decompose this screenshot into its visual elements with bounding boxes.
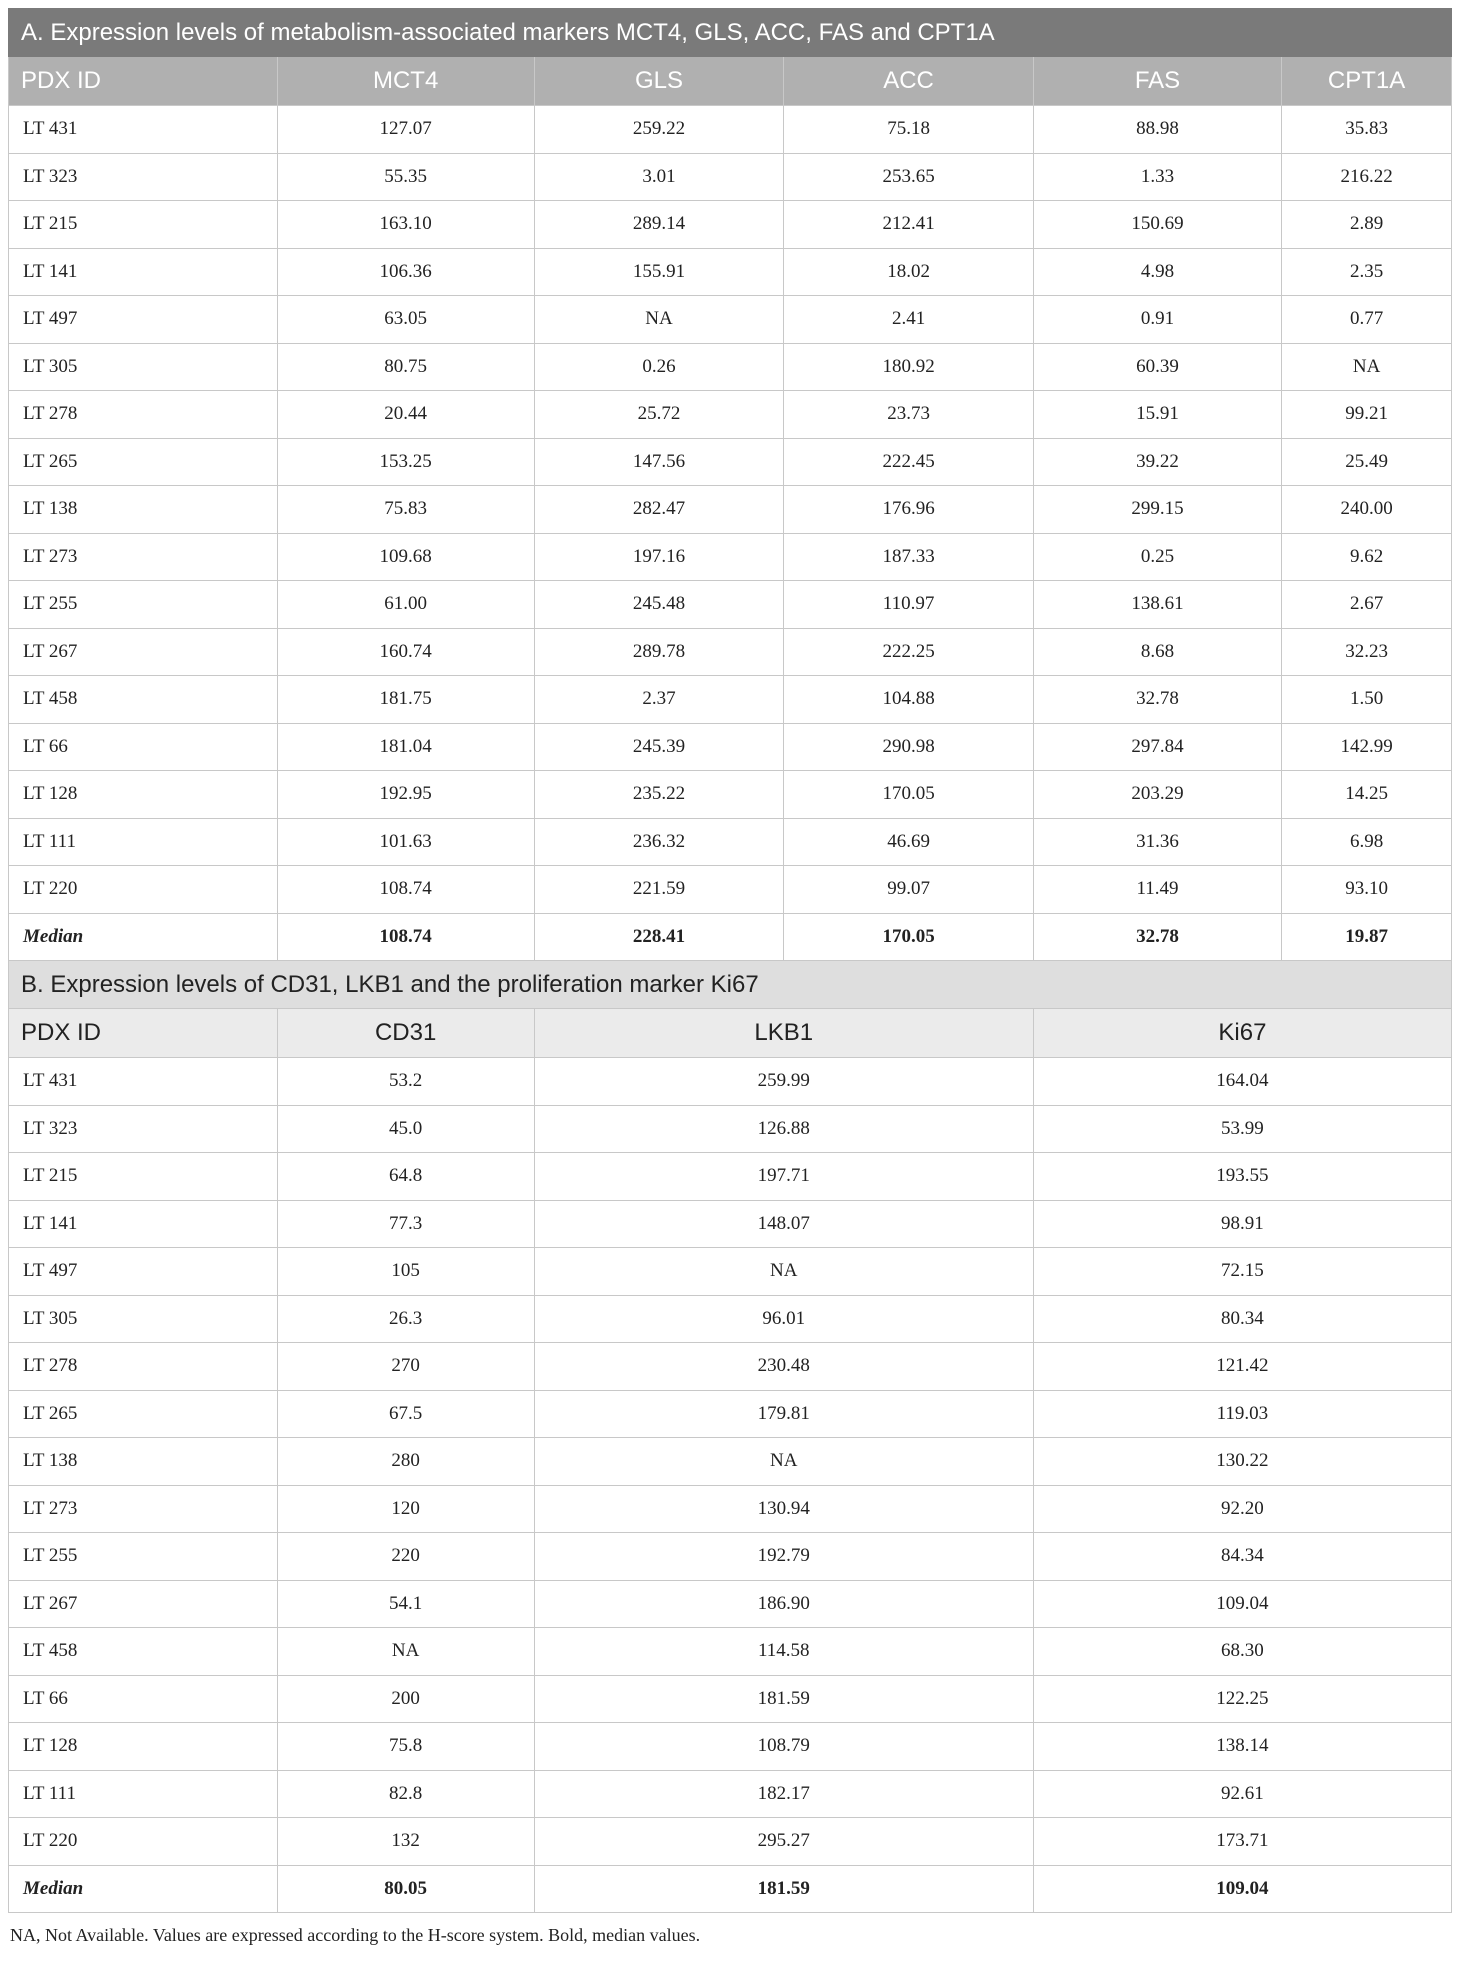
- cell-acc: 170.05: [784, 771, 1034, 819]
- cell-mct4: 181.75: [277, 676, 534, 724]
- cell-gls: 289.78: [534, 628, 784, 676]
- median-pdx-id: Median: [9, 913, 278, 961]
- cell-fas: 15.91: [1033, 391, 1281, 439]
- header-pdx-id: PDX ID: [9, 57, 278, 106]
- cell-ki67: 130.22: [1033, 1438, 1451, 1486]
- cell-lkb1: 230.48: [534, 1343, 1033, 1391]
- cell-ki67: 164.04: [1033, 1058, 1451, 1106]
- cell-ki67: 72.15: [1033, 1248, 1451, 1296]
- cell-ki67: 53.99: [1033, 1105, 1451, 1153]
- cell-pdx-id: LT 215: [9, 201, 278, 249]
- cell-fas: 88.98: [1033, 106, 1281, 154]
- cell-acc: 253.65: [784, 153, 1034, 201]
- cell-lkb1: 148.07: [534, 1200, 1033, 1248]
- table-row: [9, 866, 1452, 914]
- table-row: [9, 676, 1452, 724]
- cell-fas: 299.15: [1033, 486, 1281, 534]
- table-row: [9, 438, 1452, 486]
- header-cd31: CD31: [277, 1009, 534, 1058]
- table-row: [9, 106, 1452, 154]
- cell-cd31: 67.5: [277, 1390, 534, 1438]
- cell-mct4: 61.00: [277, 581, 534, 629]
- cell-lkb1: 130.94: [534, 1485, 1033, 1533]
- table-row: [9, 581, 1452, 629]
- cell-pdx-id: LT 128: [9, 1723, 278, 1771]
- table-row: [9, 1200, 1452, 1248]
- table-row: [9, 1818, 1452, 1866]
- table-row: [9, 1675, 1452, 1723]
- cell-gls: 221.59: [534, 866, 784, 914]
- cell-gls: 155.91: [534, 248, 784, 296]
- cell-cd31: 220: [277, 1533, 534, 1581]
- cell-fas: 39.22: [1033, 438, 1281, 486]
- cell-lkb1: NA: [534, 1248, 1033, 1296]
- cell-fas: 138.61: [1033, 581, 1281, 629]
- section-b-title: B. Expression levels of CD31, LKB1 and the proliferation marker Ki67: [9, 961, 1452, 1009]
- cell-pdx-id: LT 138: [9, 1438, 278, 1486]
- cell-fas: 31.36: [1033, 818, 1281, 866]
- cell-cpt1a: 32.23: [1282, 628, 1452, 676]
- cell-acc: 187.33: [784, 533, 1034, 581]
- cell-gls: 147.56: [534, 438, 784, 486]
- cell-ki67: 80.34: [1033, 1295, 1451, 1343]
- cell-acc: 18.02: [784, 248, 1034, 296]
- cell-mct4: 153.25: [277, 438, 534, 486]
- cell-lkb1: 114.58: [534, 1628, 1033, 1676]
- cell-acc: 180.92: [784, 343, 1034, 391]
- cell-gls: NA: [534, 296, 784, 344]
- cell-acc: 75.18: [784, 106, 1034, 154]
- cell-acc: 212.41: [784, 201, 1034, 249]
- cell-cpt1a: 2.89: [1282, 201, 1452, 249]
- table-row: [9, 1295, 1452, 1343]
- cell-mct4: 108.74: [277, 866, 534, 914]
- header-acc: ACC: [784, 57, 1034, 106]
- cell-gls: 0.26: [534, 343, 784, 391]
- table-row: [9, 1485, 1452, 1533]
- cell-gls: 245.39: [534, 723, 784, 771]
- header-mct4: MCT4: [277, 57, 534, 106]
- cell-fas: 32.78: [1033, 676, 1281, 724]
- median-ki67: 109.04: [1033, 1865, 1451, 1913]
- cell-fas: 203.29: [1033, 771, 1281, 819]
- cell-lkb1: 295.27: [534, 1818, 1033, 1866]
- table-row: [9, 1343, 1452, 1391]
- cell-cpt1a: NA: [1282, 343, 1452, 391]
- cell-pdx-id: LT 111: [9, 1770, 278, 1818]
- cell-pdx-id: LT 278: [9, 391, 278, 439]
- header-gls: GLS: [534, 57, 784, 106]
- table-row: [9, 1628, 1452, 1676]
- table-row: [9, 771, 1452, 819]
- cell-pdx-id: LT 278: [9, 1343, 278, 1391]
- cell-lkb1: 186.90: [534, 1580, 1033, 1628]
- cell-cd31: 77.3: [277, 1200, 534, 1248]
- section-a-header-row: [9, 57, 1452, 106]
- cell-mct4: 192.95: [277, 771, 534, 819]
- cell-pdx-id: LT 267: [9, 1580, 278, 1628]
- cell-mct4: 20.44: [277, 391, 534, 439]
- cell-acc: 99.07: [784, 866, 1034, 914]
- cell-pdx-id: LT 141: [9, 1200, 278, 1248]
- cell-acc: 290.98: [784, 723, 1034, 771]
- cell-pdx-id: LT 128: [9, 771, 278, 819]
- cell-cpt1a: 25.49: [1282, 438, 1452, 486]
- median-pdx-id: Median: [9, 1865, 278, 1913]
- cell-fas: 11.49: [1033, 866, 1281, 914]
- cell-lkb1: 96.01: [534, 1295, 1033, 1343]
- cell-cd31: 64.8: [277, 1153, 534, 1201]
- cell-acc: 46.69: [784, 818, 1034, 866]
- cell-pdx-id: LT 497: [9, 1248, 278, 1296]
- cell-lkb1: 181.59: [534, 1675, 1033, 1723]
- cell-pdx-id: LT 265: [9, 1390, 278, 1438]
- cell-cd31: 45.0: [277, 1105, 534, 1153]
- cell-lkb1: 259.99: [534, 1058, 1033, 1106]
- cell-fas: 0.25: [1033, 533, 1281, 581]
- table-row: [9, 153, 1452, 201]
- cell-mct4: 127.07: [277, 106, 534, 154]
- cell-gls: 3.01: [534, 153, 784, 201]
- cell-pdx-id: LT 255: [9, 1533, 278, 1581]
- cell-mct4: 160.74: [277, 628, 534, 676]
- cell-pdx-id: LT 265: [9, 438, 278, 486]
- cell-pdx-id: LT 431: [9, 106, 278, 154]
- header-cpt1a: CPT1A: [1282, 57, 1452, 106]
- table-row: [9, 628, 1452, 676]
- cell-mct4: 101.63: [277, 818, 534, 866]
- cell-pdx-id: LT 305: [9, 343, 278, 391]
- cell-gls: 289.14: [534, 201, 784, 249]
- table-footnote: NA, Not Available. Values are expressed according to the H-score system. Bold, median values.: [10, 1925, 701, 1945]
- cell-cpt1a: 2.67: [1282, 581, 1452, 629]
- cell-cpt1a: 2.35: [1282, 248, 1452, 296]
- median-gls: 228.41: [534, 913, 784, 961]
- section-a-title-row: [9, 9, 1452, 57]
- cell-ki67: 193.55: [1033, 1153, 1451, 1201]
- cell-cd31: 280: [277, 1438, 534, 1486]
- cell-gls: 259.22: [534, 106, 784, 154]
- cell-ki67: 173.71: [1033, 1818, 1451, 1866]
- cell-fas: 60.39: [1033, 343, 1281, 391]
- cell-acc: 222.25: [784, 628, 1034, 676]
- header-lkb1: LKB1: [534, 1009, 1033, 1058]
- table-row: [9, 1580, 1452, 1628]
- table-row: [9, 1723, 1452, 1771]
- cell-cd31: 270: [277, 1343, 534, 1391]
- cell-lkb1: 179.81: [534, 1390, 1033, 1438]
- cell-ki67: 98.91: [1033, 1200, 1451, 1248]
- cell-pdx-id: LT 111: [9, 818, 278, 866]
- cell-pdx-id: LT 215: [9, 1153, 278, 1201]
- table-row: [9, 818, 1452, 866]
- table-row: [9, 1105, 1452, 1153]
- median-fas: 32.78: [1033, 913, 1281, 961]
- table-row: [9, 1438, 1452, 1486]
- cell-cpt1a: 99.21: [1282, 391, 1452, 439]
- cell-pdx-id: LT 220: [9, 866, 278, 914]
- cell-cpt1a: 0.77: [1282, 296, 1452, 344]
- cell-pdx-id: LT 267: [9, 628, 278, 676]
- cell-cd31: 200: [277, 1675, 534, 1723]
- cell-cd31: 82.8: [277, 1770, 534, 1818]
- median-row: [9, 913, 1452, 961]
- cell-acc: 104.88: [784, 676, 1034, 724]
- table-row: [9, 248, 1452, 296]
- cell-ki67: 121.42: [1033, 1343, 1451, 1391]
- cell-ki67: 109.04: [1033, 1580, 1451, 1628]
- cell-pdx-id: LT 323: [9, 153, 278, 201]
- cell-gls: 25.72: [534, 391, 784, 439]
- cell-gls: 197.16: [534, 533, 784, 581]
- median-cpt1a: 19.87: [1282, 913, 1452, 961]
- cell-mct4: 80.75: [277, 343, 534, 391]
- header-pdx-id: PDX ID: [9, 1009, 278, 1058]
- table-row: [9, 391, 1452, 439]
- cell-gls: 235.22: [534, 771, 784, 819]
- cell-lkb1: 182.17: [534, 1770, 1033, 1818]
- cell-acc: 23.73: [784, 391, 1034, 439]
- cell-fas: 4.98: [1033, 248, 1281, 296]
- table-row: [9, 1533, 1452, 1581]
- cell-cpt1a: 35.83: [1282, 106, 1452, 154]
- cell-lkb1: NA: [534, 1438, 1033, 1486]
- cell-gls: 282.47: [534, 486, 784, 534]
- section-b-header-row: [9, 1009, 1452, 1058]
- section-a-title: A. Expression levels of metabolism-associated markers MCT4, GLS, ACC, FAS and CPT1A: [9, 9, 1452, 57]
- table-row: [9, 1770, 1452, 1818]
- cell-pdx-id: LT 255: [9, 581, 278, 629]
- cell-pdx-id: LT 273: [9, 1485, 278, 1533]
- header-fas: FAS: [1033, 57, 1281, 106]
- cell-mct4: 181.04: [277, 723, 534, 771]
- section-a-body: [9, 9, 1452, 961]
- median-cd31: 80.05: [277, 1865, 534, 1913]
- cell-pdx-id: LT 138: [9, 486, 278, 534]
- cell-pdx-id: LT 66: [9, 723, 278, 771]
- table-row: [9, 1153, 1452, 1201]
- cell-cd31: 75.8: [277, 1723, 534, 1771]
- cell-cd31: NA: [277, 1628, 534, 1676]
- cell-fas: 0.91: [1033, 296, 1281, 344]
- cell-fas: 297.84: [1033, 723, 1281, 771]
- cell-cpt1a: 9.62: [1282, 533, 1452, 581]
- table-row: [9, 296, 1452, 344]
- cell-gls: 2.37: [534, 676, 784, 724]
- cell-mct4: 106.36: [277, 248, 534, 296]
- cell-acc: 110.97: [784, 581, 1034, 629]
- median-row: [9, 1865, 1452, 1913]
- cell-pdx-id: LT 431: [9, 1058, 278, 1106]
- table-row: [9, 201, 1452, 249]
- table-row: [9, 343, 1452, 391]
- cell-pdx-id: LT 458: [9, 1628, 278, 1676]
- cell-acc: 2.41: [784, 296, 1034, 344]
- cell-cd31: 132: [277, 1818, 534, 1866]
- document: [8, 8, 1452, 1946]
- expression-table: [8, 8, 1452, 1913]
- cell-cd31: 54.1: [277, 1580, 534, 1628]
- table-row: [9, 1390, 1452, 1438]
- cell-mct4: 75.83: [277, 486, 534, 534]
- cell-cpt1a: 1.50: [1282, 676, 1452, 724]
- cell-fas: 150.69: [1033, 201, 1281, 249]
- table-row: [9, 1058, 1452, 1106]
- table-row: [9, 486, 1452, 534]
- cell-pdx-id: LT 323: [9, 1105, 278, 1153]
- section-b-body: [9, 961, 1452, 1913]
- cell-fas: 8.68: [1033, 628, 1281, 676]
- table-row: [9, 533, 1452, 581]
- table-row: [9, 723, 1452, 771]
- cell-pdx-id: LT 305: [9, 1295, 278, 1343]
- cell-lkb1: 192.79: [534, 1533, 1033, 1581]
- median-mct4: 108.74: [277, 913, 534, 961]
- cell-ki67: 84.34: [1033, 1533, 1451, 1581]
- cell-ki67: 68.30: [1033, 1628, 1451, 1676]
- cell-ki67: 92.20: [1033, 1485, 1451, 1533]
- cell-mct4: 109.68: [277, 533, 534, 581]
- cell-ki67: 92.61: [1033, 1770, 1451, 1818]
- cell-gls: 245.48: [534, 581, 784, 629]
- cell-pdx-id: LT 66: [9, 1675, 278, 1723]
- cell-cpt1a: 216.22: [1282, 153, 1452, 201]
- cell-pdx-id: LT 458: [9, 676, 278, 724]
- cell-cpt1a: 240.00: [1282, 486, 1452, 534]
- cell-pdx-id: LT 497: [9, 296, 278, 344]
- cell-ki67: 119.03: [1033, 1390, 1451, 1438]
- cell-cd31: 26.3: [277, 1295, 534, 1343]
- cell-cd31: 53.2: [277, 1058, 534, 1106]
- cell-cd31: 105: [277, 1248, 534, 1296]
- section-b-title-row: [9, 961, 1452, 1009]
- cell-ki67: 122.25: [1033, 1675, 1451, 1723]
- median-acc: 170.05: [784, 913, 1034, 961]
- table-row: [9, 1248, 1452, 1296]
- header-ki67: Ki67: [1033, 1009, 1451, 1058]
- cell-cpt1a: 6.98: [1282, 818, 1452, 866]
- median-lkb1: 181.59: [534, 1865, 1033, 1913]
- cell-gls: 236.32: [534, 818, 784, 866]
- cell-mct4: 55.35: [277, 153, 534, 201]
- cell-lkb1: 126.88: [534, 1105, 1033, 1153]
- cell-cpt1a: 142.99: [1282, 723, 1452, 771]
- cell-cpt1a: 14.25: [1282, 771, 1452, 819]
- cell-mct4: 163.10: [277, 201, 534, 249]
- cell-lkb1: 197.71: [534, 1153, 1033, 1201]
- cell-pdx-id: LT 220: [9, 1818, 278, 1866]
- cell-pdx-id: LT 141: [9, 248, 278, 296]
- cell-acc: 176.96: [784, 486, 1034, 534]
- cell-lkb1: 108.79: [534, 1723, 1033, 1771]
- cell-cpt1a: 93.10: [1282, 866, 1452, 914]
- cell-pdx-id: LT 273: [9, 533, 278, 581]
- cell-acc: 222.45: [784, 438, 1034, 486]
- cell-fas: 1.33: [1033, 153, 1281, 201]
- cell-mct4: 63.05: [277, 296, 534, 344]
- cell-ki67: 138.14: [1033, 1723, 1451, 1771]
- cell-cd31: 120: [277, 1485, 534, 1533]
